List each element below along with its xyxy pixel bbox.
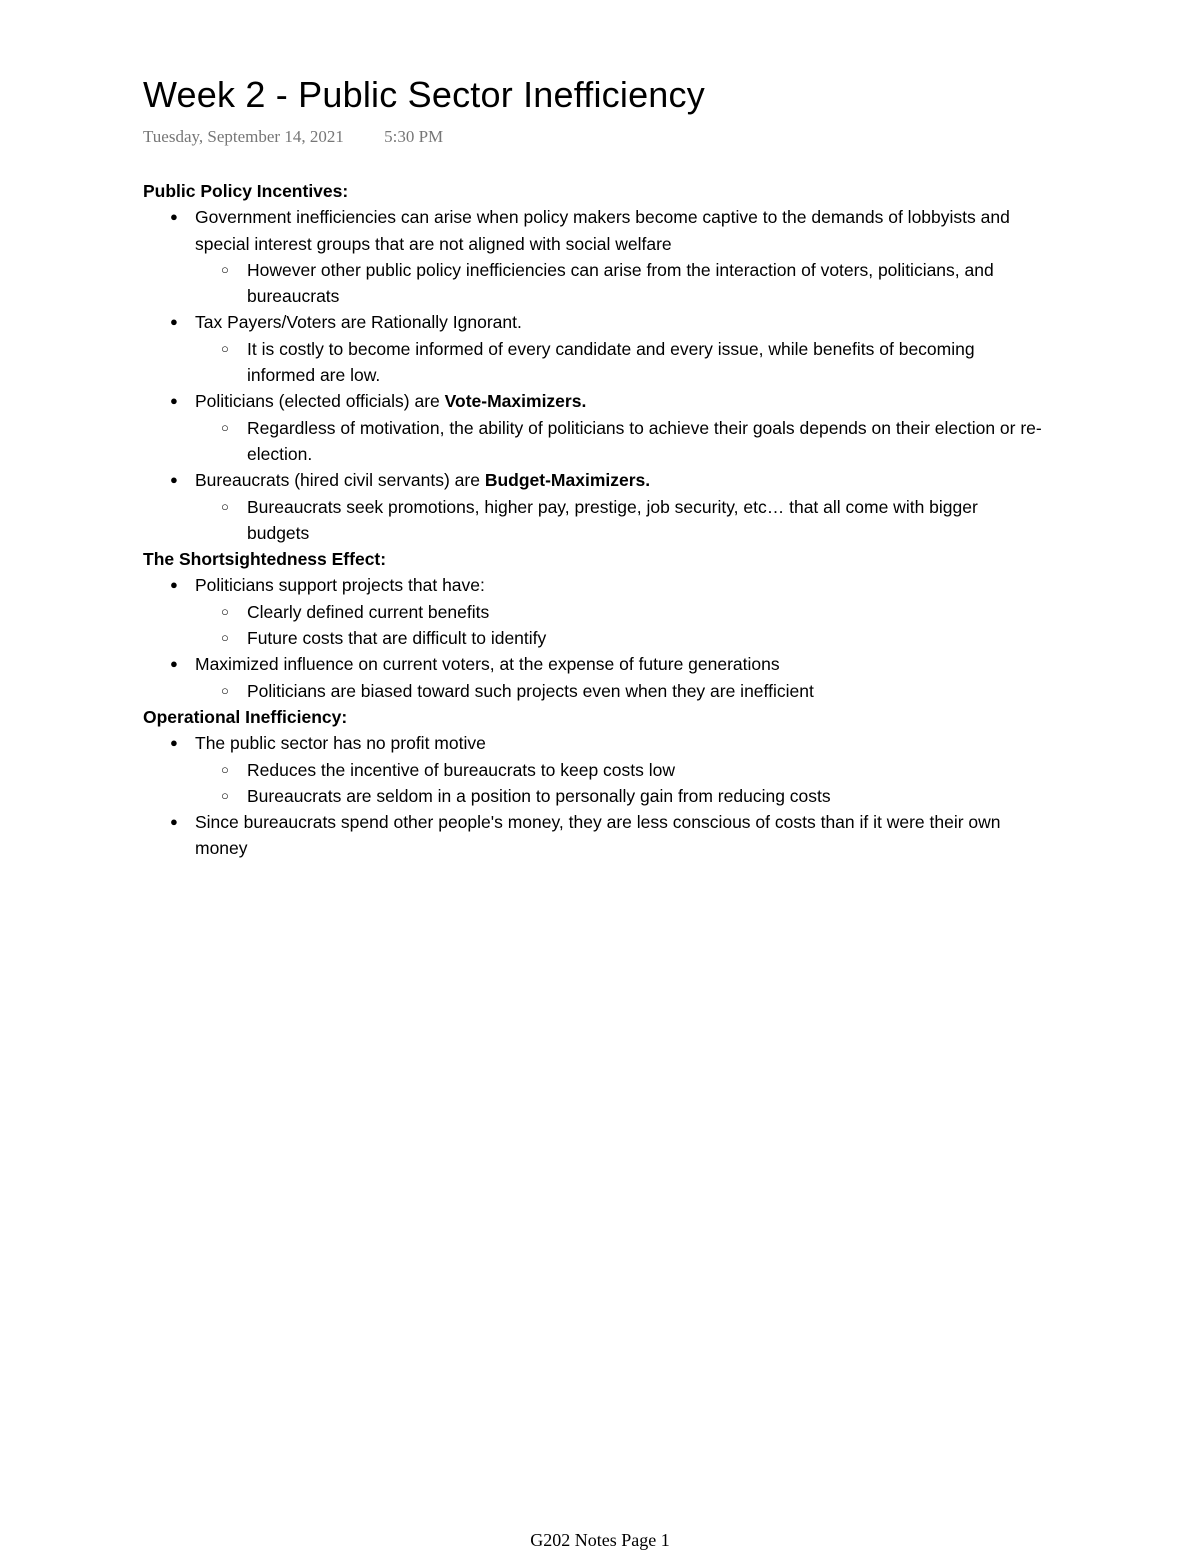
bullet-dot-icon: ● — [170, 209, 178, 225]
bullet-dot-icon: ● — [170, 656, 178, 672]
sub-bullet-item — [143, 625, 1043, 651]
item-text: Politicians are biased toward such projects even when they are inefficient — [247, 680, 814, 701]
bullet-item — [143, 204, 1043, 257]
item-text: Maximized influence on current voters, at the expense of future generations — [195, 654, 780, 675]
item-text: Bureaucrats are seldom in a position to personally gain from reducing costs — [247, 785, 831, 806]
emphasis-text: Vote-Maximizers. — [444, 391, 587, 412]
bullet-dot-icon: ● — [170, 814, 178, 830]
item-text: Government inefficiencies can arise when policy makers become captive to the demands of lobbyists and special interest groups that are not aligned with social welfare — [195, 207, 1010, 254]
bullet-dot-icon: ● — [170, 472, 178, 488]
sub-bullet-item — [143, 336, 1043, 389]
bullet-circle-icon: ○ — [221, 787, 229, 803]
note-body — [143, 178, 1043, 862]
bullet-item — [143, 572, 1043, 598]
bullet-circle-icon: ○ — [221, 340, 229, 356]
bullet-circle-icon: ○ — [221, 682, 229, 698]
section — [143, 546, 1043, 704]
sub-bullet-item — [143, 415, 1043, 468]
sub-bullet-item — [143, 599, 1043, 625]
bullet-dot-icon: ● — [170, 393, 178, 409]
item-text: Tax Payers/Voters are Rationally Ignorant. — [195, 312, 522, 333]
bullet-circle-icon: ○ — [221, 761, 229, 777]
item-text: Regardless of motivation, the ability of politicians to achieve their goals depends on their election or re-election. — [247, 417, 1042, 464]
item-text: Politicians support projects that have: — [195, 575, 485, 596]
page-footer: G202 Notes Page 1 — [530, 1530, 670, 1550]
bullet-dot-icon: ● — [170, 577, 178, 593]
item-text: Future costs that are difficult to identify — [247, 628, 547, 649]
section-heading: The Shortsightedness Effect: — [143, 549, 387, 570]
section-heading: Public Policy Incentives: — [143, 181, 349, 201]
sub-bullet-item — [143, 757, 1043, 783]
bullet-item — [143, 467, 1043, 493]
bullet-dot-icon: ● — [170, 735, 178, 751]
item-text: Since bureaucrats spend other people's money, they are less conscious of costs than if it were their own money — [195, 812, 1001, 859]
item-text: Reduces the incentive of bureaucrats to keep costs low — [247, 759, 676, 780]
bullet-item — [143, 809, 1043, 862]
item-text: It is costly to become informed of every candidate and every issue, while benefits of becoming informed are low. — [247, 338, 975, 386]
item-text: Clearly defined current benefits — [247, 601, 490, 622]
bullet-item — [143, 388, 1043, 414]
section — [143, 704, 1043, 862]
item-text: Bureaucrats (hired civil servants) are — [195, 470, 485, 491]
item-text: Politicians (elected officials) are — [195, 391, 445, 412]
note-meta — [143, 127, 443, 147]
bullet-circle-icon: ○ — [221, 630, 229, 646]
bullet-circle-icon: ○ — [221, 498, 229, 514]
item-text: The public sector has no profit motive — [195, 733, 486, 754]
sub-bullet-item — [143, 257, 1043, 310]
section — [143, 178, 1043, 546]
bullet-circle-icon: ○ — [221, 419, 229, 435]
item-text: Bureaucrats seek promotions, higher pay, prestige, job security, etc… that all come with bigger budgets — [247, 496, 978, 543]
sub-bullet-item — [143, 494, 1043, 547]
bullet-circle-icon: ○ — [221, 603, 229, 619]
bullet-circle-icon: ○ — [221, 261, 229, 277]
note-date: Tuesday, September 14, 2021 — [143, 127, 344, 146]
bullet-item — [143, 651, 1043, 677]
sub-bullet-item — [143, 783, 1043, 809]
emphasis-text: Budget-Maximizers. — [484, 470, 651, 491]
bullet-dot-icon: ● — [170, 314, 178, 330]
sub-bullet-item — [143, 678, 1043, 704]
note-time: 5:30 PM — [384, 127, 444, 146]
item-text: However other public policy inefficiencies can arise from the interaction of voters, politicians, and bureaucrats — [247, 259, 994, 307]
bullet-item — [143, 309, 1043, 335]
bullet-item — [143, 730, 1043, 756]
section-heading: Operational Inefficiency: — [143, 706, 348, 727]
page-title: Week 2 - Public Sector Inefficiency — [143, 74, 705, 115]
